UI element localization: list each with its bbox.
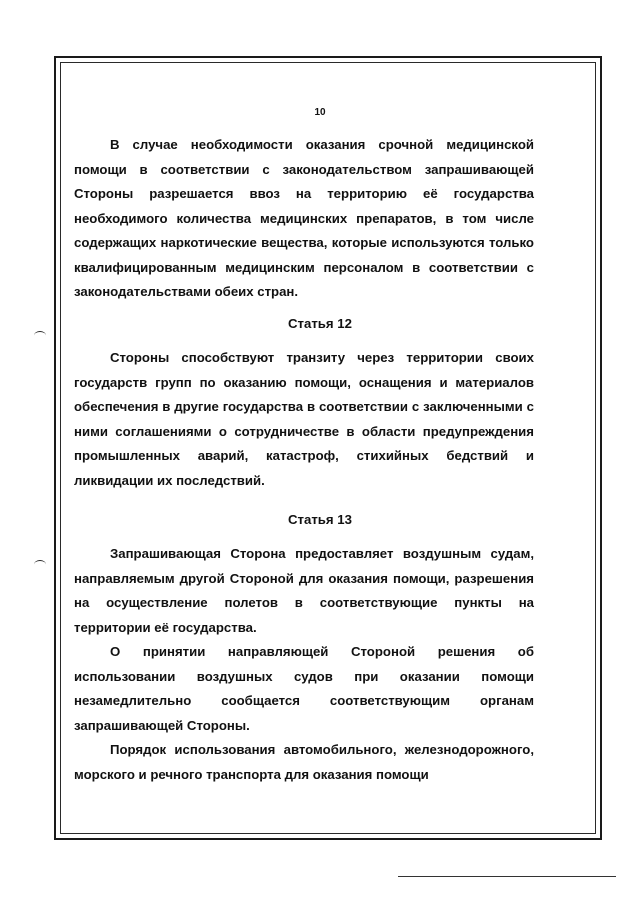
paragraph-transport-procedure: Порядок использования автомобильного, железнодорожного, морского и речного транспорта для оказания помощи [74, 742, 534, 782]
margin-mark [34, 331, 46, 340]
heading-article-12: Статья 12 [288, 316, 352, 331]
paragraph-transit: Стороны способствуют транзиту через территории своих государств групп по оказанию помощи, оснащения и материалов обеспечения в другие государства в соответствии с заключенными с ними соглашениями о сотрудничестве в области предупреждения промышленных аварий, катастроф, стихийных бедствий и ликвидации их последствий. [74, 350, 534, 488]
paragraph-aircraft-permission: Запрашивающая Сторона предоставляет воздушным судам, направляемым другой Стороной для оказания помощи, разрешения на осуществление полетов в соответствующие пункты на территории её государства. [74, 546, 534, 635]
paragraph-medical-import: В случае необходимости оказания срочной медицинской помощи в соответствии с законодательством запрашивающей Стороны разрешается ввоз на территорию её государства необходимого количества медицинских препаратов, в том числе содержащих наркотические вещества, которые используются только квалифицированным медицинским персоналом в соответствии с законодательствами обеих стран. [74, 137, 534, 299]
footer-line [398, 876, 616, 877]
paragraph-aircraft-notification: О принятии направляющей Стороной решения об использовании воздушных судов при оказании помощи незамедлительно сообщается соответствующим органам запрашивающей Стороны. [74, 644, 534, 733]
margin-mark [34, 560, 46, 569]
page-number: 10 [314, 107, 326, 118]
heading-article-13: Статья 13 [288, 512, 352, 527]
